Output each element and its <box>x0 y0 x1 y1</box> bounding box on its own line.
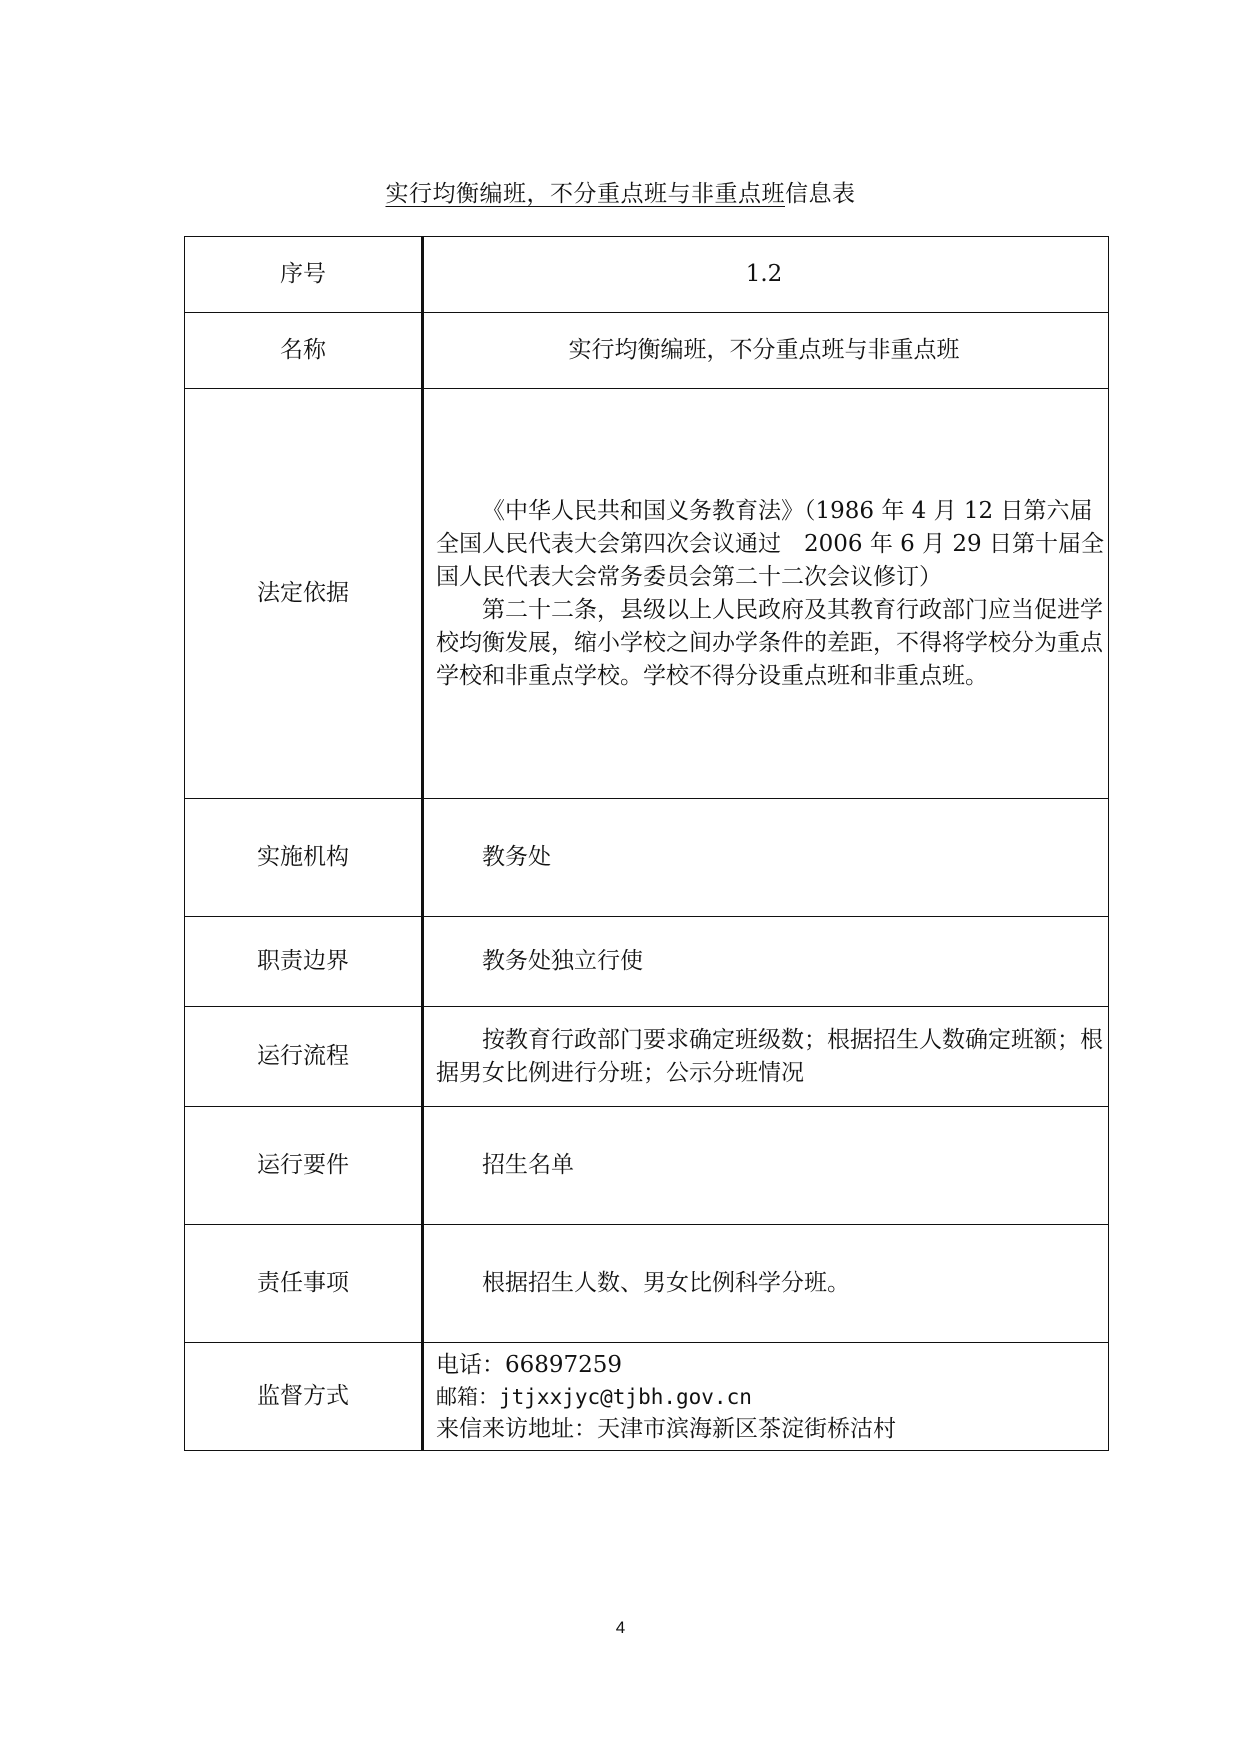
implementing-body-value: 教务处 <box>482 844 551 870</box>
table-row-responsibilities <box>185 1225 1109 1343</box>
row-label: 运行要件 <box>185 1107 423 1225</box>
page-number: 4 <box>615 1618 626 1637</box>
name-value: 实行均衡编班，不分重点班与非重点班 <box>423 313 1109 389</box>
legal-basis-paragraph: 第二十二条，县级以上人民政府及其教育行政部门应当促进学校均衡发展，缩小学校之间办学条件的差距，不得将学校分为重点学校和非重点学校。学校不得分设重点班和非重点班。 <box>436 596 1103 689</box>
row-label: 名称 <box>185 313 423 389</box>
supervision-phone: 电话：66897259 <box>436 1351 623 1378</box>
row-label: 运行流程 <box>185 1007 423 1107</box>
table-row-serial-number <box>185 237 1109 313</box>
process-value: 按教育行政部门要求确定班级数；根据招生人数确定班额；根据男女比例进行分班；公示分班情况 <box>436 1026 1103 1086</box>
document-title <box>0 175 1241 208</box>
table-row-supervision <box>185 1343 1109 1451</box>
table-row-implementing-body <box>185 799 1109 917</box>
document-title-main: 实行均衡编班，不分重点班与非重点班 <box>385 181 785 207</box>
serial-number-value: 1.2 <box>423 237 1109 313</box>
supervision-address: 来信来访地址：天津市滨海新区茶淀街桥沽村 <box>436 1415 896 1442</box>
responsibilities-value: 根据招生人数、男女比例科学分班。 <box>482 1270 850 1296</box>
row-label: 序号 <box>185 237 423 313</box>
document-title-suffix: 信息表 <box>785 181 856 207</box>
row-label: 职责边界 <box>185 917 423 1007</box>
row-label: 实施机构 <box>185 799 423 917</box>
row-label: 法定依据 <box>185 389 423 799</box>
info-table <box>184 236 1109 1451</box>
table-row-name <box>185 313 1109 389</box>
table-row-legal-basis <box>185 389 1109 799</box>
responsibility-boundary-value: 教务处独立行使 <box>482 948 643 974</box>
legal-basis-paragraph: 《中华人民共和国义务教育法》（1986 年 4 月 12 日第六届全国人民代表大会第四次会议通过 2006 年 6 月 29 日第十届全国人民代表大会常务委员会第二十二次会议修订） <box>436 497 1104 590</box>
supervision-value <box>423 1343 1109 1451</box>
legal-basis-value <box>423 389 1109 799</box>
row-label: 责任事项 <box>185 1225 423 1343</box>
table-row-requirements <box>185 1107 1109 1225</box>
requirements-value: 招生名单 <box>482 1152 574 1178</box>
table-row-process <box>185 1007 1109 1107</box>
table-row-responsibility-boundary <box>185 917 1109 1007</box>
row-label: 监督方式 <box>185 1343 423 1451</box>
supervision-email: 邮箱：jtjxxjyc@tjbh.gov.cn <box>436 1384 752 1409</box>
